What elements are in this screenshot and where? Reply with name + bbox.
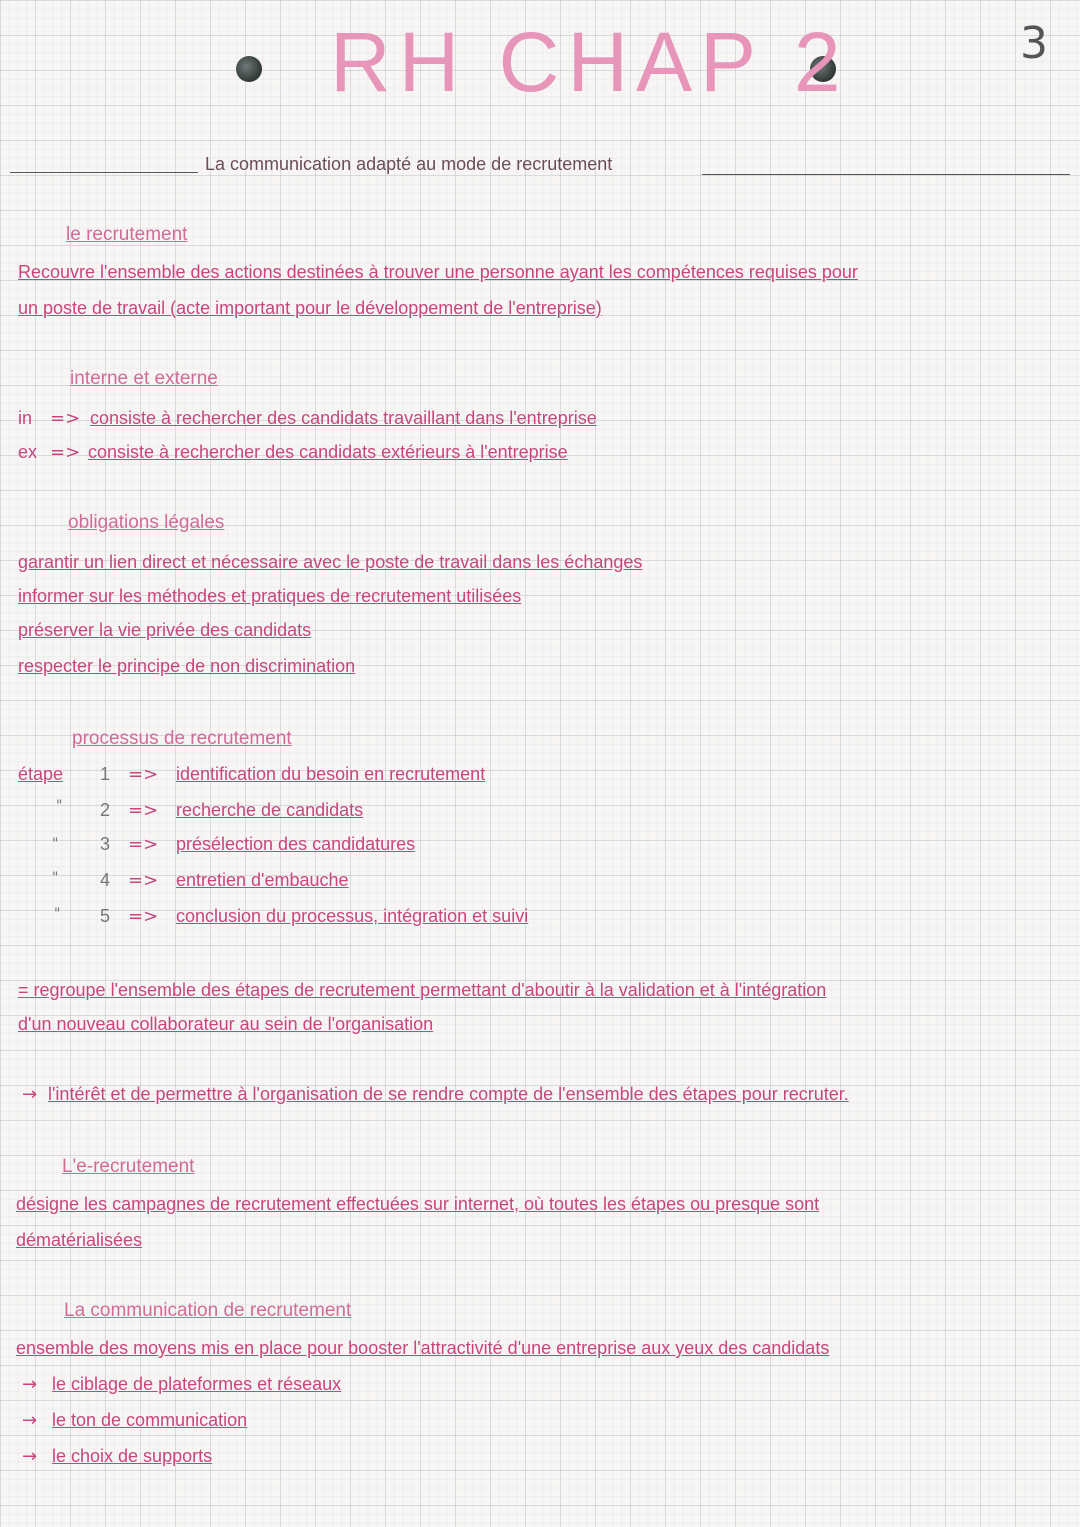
processus-summary-1: = regroupe l'ensemble des étapes de recrutement permettant d'aboutir à la validation et à l'intégration xyxy=(18,980,827,1000)
recrutement-line-2: un poste de travail (acte important pour le développement de l'entreprise) xyxy=(18,298,602,318)
arrow-icon: → xyxy=(22,1446,38,1467)
ditto-mark: " xyxy=(52,836,59,852)
rule-left xyxy=(10,172,198,173)
heading-obligations: obligations légales xyxy=(68,512,225,533)
arrow-icon: → xyxy=(22,1084,38,1105)
step-text: identification du besoin en recrutement xyxy=(176,764,486,784)
heading-interne-externe: interne et externe xyxy=(70,368,218,389)
arrow: => xyxy=(50,442,81,463)
step-number: 1 xyxy=(100,764,111,784)
heading-recrutement: le recrutement xyxy=(66,224,188,245)
step-arrow: => xyxy=(128,764,159,785)
ex-prefix: ex xyxy=(18,442,38,462)
obligation-item: préserver la vie privée des candidats xyxy=(18,620,312,640)
step-text: recherche de candidats xyxy=(176,800,364,820)
ditto-mark: " xyxy=(56,798,63,814)
ex-text: consiste à rechercher des candidats extérieurs à l'entreprise xyxy=(88,442,568,462)
communication-bullet: le ciblage de plateformes et réseaux xyxy=(52,1374,342,1394)
step-number: 3 xyxy=(100,834,111,854)
step-number: 5 xyxy=(100,906,111,926)
heading-e-recrutement: L'e-recrutement xyxy=(62,1156,195,1177)
page-number: 3 xyxy=(1020,18,1048,69)
communication-line-1: ensemble des moyens mis en place pour booster l'attractivité d'une entreprise aux yeux des candidats xyxy=(16,1338,830,1358)
step-text: présélection des candidatures xyxy=(176,834,416,854)
communication-bullet: le choix de supports xyxy=(52,1446,213,1466)
arrow-icon: → xyxy=(22,1374,38,1395)
heading-processus: processus de recrutement xyxy=(72,728,292,749)
step-arrow: => xyxy=(128,870,159,891)
in-text: consiste à rechercher des candidats travaillant dans l'entreprise xyxy=(90,408,597,428)
step-text: conclusion du processus, intégration et suivi xyxy=(176,906,529,926)
step-arrow: => xyxy=(128,800,159,821)
e-recrutement-line-2: dématérialisées xyxy=(16,1230,143,1250)
processus-summary-2: d'un nouveau collaborateur au sein de l'organisation xyxy=(18,1014,434,1034)
obligation-item: informer sur les méthodes et pratiques de recrutement utilisées xyxy=(18,586,522,606)
heading-communication: La communication de recrutement xyxy=(64,1300,352,1321)
rule-right xyxy=(702,174,1070,175)
recrutement-line-1: Recouvre l'ensemble des actions destinées à trouver une personne ayant les compétences requises pour xyxy=(18,262,858,282)
arrow-icon: → xyxy=(22,1410,38,1431)
step-number: 2 xyxy=(100,800,111,820)
processus-interest: l'intérêt et de permettre à l'organisation de se rendre compte de l'ensemble des étapes pour recruter. xyxy=(48,1084,849,1104)
ditto-mark: " xyxy=(54,906,61,922)
page-title: RH CHAP 2 xyxy=(330,15,849,109)
communication-bullet: le ton de communication xyxy=(52,1410,248,1430)
step-arrow: => xyxy=(128,834,159,855)
obligation-item: garantir un lien direct et nécessaire avec le poste de travail dans les échanges xyxy=(18,552,643,572)
obligation-item: respecter le principe de non discrimination xyxy=(18,656,356,676)
step-number: 4 xyxy=(100,870,111,890)
e-recrutement-line-1: désigne les campagnes de recrutement effectuées sur internet, où toutes les étapes ou presque sont xyxy=(16,1194,820,1214)
in-prefix: in xyxy=(18,408,33,428)
subtitle: La communication adapté au mode de recrutement xyxy=(205,154,613,174)
arrow: => xyxy=(50,408,81,429)
step-arrow: => xyxy=(128,906,159,927)
binder-hole-left xyxy=(236,56,262,82)
step-text: entretien d'embauche xyxy=(176,870,349,890)
ditto-mark: " xyxy=(52,870,59,886)
step-word: étape xyxy=(18,764,64,784)
